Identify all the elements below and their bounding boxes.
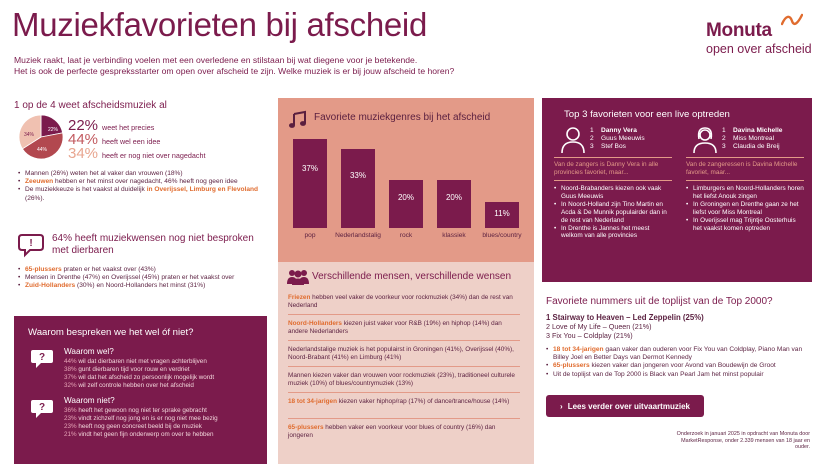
legend-row [68,145,206,162]
stat1-bullets [18,170,266,203]
top3-heading: Top 3 favorieten voor een live optreden [564,109,730,120]
list-item: • In Groningen en Drenthe gaan ze het liefst voor Miss Montreal [686,201,804,217]
bar-category-label: rock [399,232,413,239]
bar-nederlandstalig [341,149,375,228]
legend-pct: 22% [68,117,99,134]
male-ranking: 1 Danny Vera 2 Guus Meeuwis 3 Stef Bos [590,127,645,151]
list-item: • Mannen (26%) weten het al vaker dan vrouwen (18%) [18,170,266,178]
list-item: • In Noord-Holland zijn Tino Martin en Acda & De Munnik populairder dan in de rest van Nederland [554,201,672,225]
diff-item: Friezen hebben veel vaker de voorkeur voor rockmuziek (34%) dan de rest van Nederland [288,294,513,309]
bar-value-label: 33% [349,170,366,180]
bar-category-label: klassiek [442,232,466,239]
top2000-bullets [546,346,811,379]
waarom-heading: Waarom bespreken we het wel óf niet? [28,327,194,338]
music-note-icon [288,110,308,130]
male-bullets [554,185,672,240]
list-item: • Limburgers en Noord-Hollanders horen het liefst Anouk zingen [686,185,804,201]
list-item: 21% vindt het geen fijn onderwerp om over te hebben [64,430,214,438]
bar-value-label: 37% [301,164,318,174]
female-subtitle: Van de zangeressen is Davina Michelle favoriet, maar... [686,161,798,176]
bar-value-label: 11% [494,208,510,218]
list-item: 36% heeft het gewoon nog niet ter sprake gebracht [64,407,207,414]
song-item: 2 Love of My Life – Queen (21%) [546,322,652,331]
pie-label-44: 44% [37,147,48,153]
source-note: Onderzoek in januari 2025 in opdracht van Monuta door MarketResponse, onder 2.339 mensen van 18 jaar en ouder. [676,431,810,451]
female-singer-icon [692,126,718,154]
stat1-heading: 1 op de 4 weet afscheidsmuziek al [14,100,167,111]
top3-panel [542,98,812,282]
svg-text:?: ? [38,402,46,413]
song-item: 1 Stairway to Heaven – Led Zeppelin (25%) [546,313,704,322]
list-item: 38% gunt dierbaren tijd voor rouw en verdriet [64,365,190,373]
diff-item: Mannen kiezen vaker dan vrouwen voor rockmuziek (23%), traditioneel culturele muziek (10%) of blues/countrymuziek (13%) [288,372,515,387]
question-bubble-icon [30,348,54,370]
divider [554,157,672,158]
divider [288,366,520,367]
bar-category-label: pop [304,232,316,239]
waarom-niet-heading: Waarom niet? [64,396,115,405]
pie-chart [18,114,64,160]
list-item: • Mensen in Drenthe (47%) en Overijssel (45%) praten er het vaakst over [18,274,268,282]
list-item: • Uit de toplijst van de Top 2000 is Black van Pearl Jam het minst populair [546,371,811,379]
svg-text:?: ? [38,352,46,363]
read-more-button[interactable] [546,395,704,417]
genre-panel [278,98,534,264]
list-item: • 65-plussers kiezen vaker dan jongeren voor Avond van Boudewijn de Groot [546,362,811,370]
page-title: Muziekfavorieten bij afscheid [12,6,428,43]
intro-text [14,55,574,77]
stat2-heading: 64% heeft muziekwensen nog niet besproken met dierbaren [52,233,254,256]
bar-chart [286,132,526,252]
song-item: 3 Fix You – Coldplay (21%) [546,331,633,340]
list-item: 23% heeft nog geen concreet beeld bij de muziek [64,422,202,430]
diff-item: 18 tot 34-jarigen kiezen vaker hiphop/rap (17%) of dance/trance/house (14%) [288,398,510,405]
list-item: • 65-plussers praten er het vaakst over (43%) [18,266,268,274]
list-item: 44% wil dat dierbaren niet met vragen achterblijven [64,358,207,365]
legend-pct: 44% [68,131,99,148]
question-bubble-icon [30,398,54,420]
waarom-wel-heading: Waarom wel? [64,347,114,356]
waarom-wel-list [64,358,260,390]
bar-value-label: 20% [445,193,462,203]
differences-panel [278,262,534,464]
list-item: • In Drenthe is Jannes het meest welkom van alle provincies [554,225,672,241]
list-item: 32% wil zelf controle hebben over het afscheid [64,381,194,389]
pie-label-22: 22% [48,127,59,133]
chat-bubble-icon [18,232,46,258]
chevron-right-icon: › [560,401,563,411]
monuta-logo[interactable] [706,20,812,56]
legend-text: heeft wel een idee [102,137,161,146]
legend-pct: 34% [68,145,99,162]
list-item: 37% wil dat het afscheid zo persoonlijk mogelijk wordt [64,373,215,381]
bar-klassiek [437,180,471,228]
pie-label-34: 34% [24,132,35,138]
people-icon [286,268,310,286]
list-item: • In Overijssel mag Trijntje Oosterhuis het vaakst komen optreden [686,217,804,233]
logo-tagline: open over afscheid [706,42,812,56]
list-item: 23% vindt zichzelf nog jong en is er nog niet mee bezig [64,414,218,422]
diff-item: Noord-Hollanders kiezen juist vaker voor R&B (19%) en hiphop (14%) dan andere Nederlanders [288,320,502,335]
logo-wave-icon [781,13,803,27]
list-item: • De muziekkeuze is het vaakst al duidelijk in Overijssel, Limburg en Flevoland (26%). [18,186,266,202]
waarom-niet-list [64,407,260,439]
list-item: • Zuid-Hollanders (30%) en Noord-Hollanders het minst (31%) [18,282,268,290]
list-item: • Zeeuwen hebben er het minst over nagedacht, 46% heeft nog geen idee [18,178,266,186]
waarom-panel [14,316,267,464]
song-list [546,313,704,340]
bar-pop [293,139,327,228]
list-item: • 18 tot 34-jarigen gaan vaker dan ouderen voor Fix You van Coldplay, Piano Man van Billey Joel en Better Days van Dermot Kennedy [546,346,811,362]
legend-row [68,131,206,148]
pie-legend [68,117,206,162]
bar-category-label: blues/country [482,232,522,239]
read-more-label: Lees verder over uitvaartmuziek [567,401,690,411]
male-singer-icon [560,126,586,154]
divider [288,418,520,419]
chart-title: Favoriete muziekgenres bij het afscheid [314,112,491,123]
bar-rock [389,180,423,228]
logo-name: Monuta [706,20,772,41]
female-bullets [686,185,804,232]
differences-heading: Verschillende mensen, verschillende wensen [312,271,512,282]
divider [288,340,520,341]
diff-item: 65-plussers hebben vaker een voorkeur voor blues of country (16%) dan jongeren [288,424,496,439]
divider [554,180,672,181]
bar-category-label: Nederlandstalig [335,232,381,239]
intro-line-2: Het is ook de perfecte gespreksstarter om open over afscheid te zijn. Welke muziek is er bij jouw afscheid te horen? [14,66,455,76]
top2000-heading: Favoriete nummers uit de toplijst van de Top 2000? [546,296,773,307]
legend-text: heeft er nog niet over nagedacht [102,151,206,160]
legend-row [68,117,206,134]
divider [288,392,520,393]
diff-item: Nederlandstalige muziek is het populairst in Groningen (41%), Overijssel (40%), Noord-Brabant (41%) en Limburg (41%) [288,346,514,361]
divider [686,180,804,181]
bar-value-label: 20% [397,193,414,203]
list-item: • Noord-Brabanders kiezen ook vaak Guus Meeuwis [554,185,672,201]
intro-line-1: Muziek raakt, laat je verbinding voelen met een overledene en stilstaan bij wat diegene voor je betekende. [14,55,418,65]
stat2-bullets [18,266,268,291]
divider [288,314,520,315]
legend-text: weet het precies [102,123,155,132]
male-subtitle: Van de zangers is Danny Vera in alle provincies favoriet, maar... [554,161,659,176]
female-ranking: 1 Davina Michelle 2 Miss Montreal 3 Claudia de Breij [722,127,783,151]
divider [686,157,804,158]
svg-text:!: ! [29,238,33,249]
